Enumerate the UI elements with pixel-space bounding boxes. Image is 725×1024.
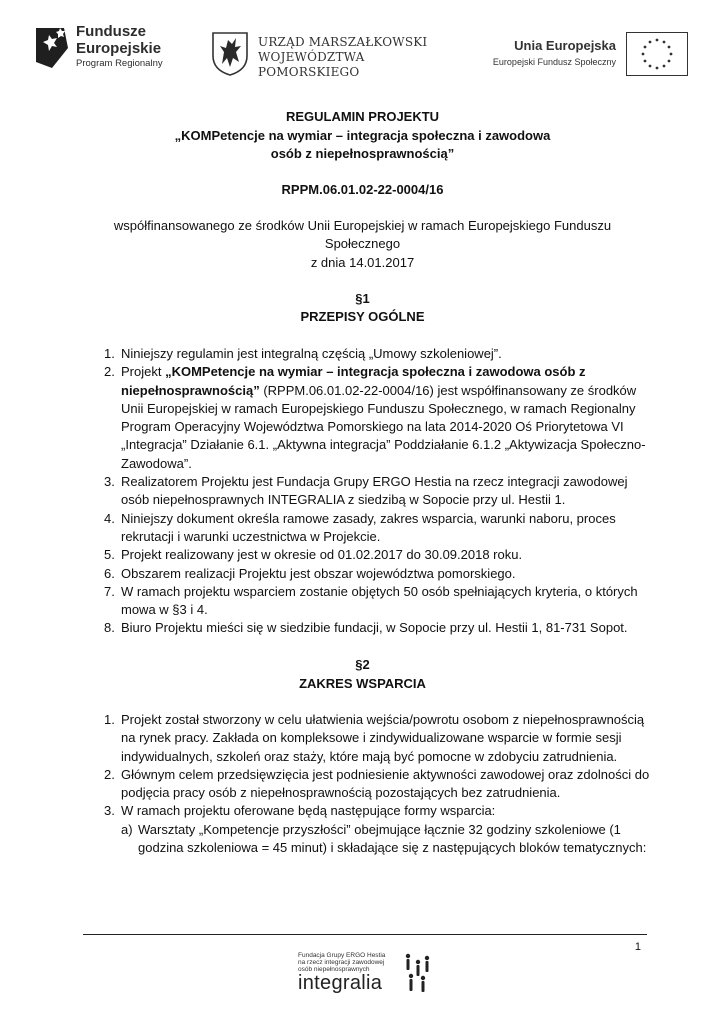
document-title: REGULAMIN PROJEKTU [285,109,440,124]
section1-number: §1 [355,291,370,306]
integralia-caption-line2: na rzecz integracji zawodowej [298,959,385,966]
section2-sublist [121,821,659,858]
list-item: 4. Niniejszy dokument określa ramowe zasady, zakres wsparcia, warunki naboru, proces rekrutacji i warunki uczestnictwa w Projekcie. [104,510,616,544]
project-name-inline: „KOMPetencje na wymiar – integracja społeczna i zawodowa osób z niepełnosprawnością” [121,364,586,398]
integralia-caption-line3: osób niepełnosprawnych [298,966,370,973]
fundusze-europejskie-logo [34,22,184,82]
ue-logo-line2: Europejski Fundusz Społeczny [492,57,616,67]
section2-number: §2 [355,657,370,672]
list-item: 8. Biuro Projektu mieści się w siedzibie fundacji, w Sopocie przy ul. Hestii 1, 81-731 Sopot. [104,620,628,636]
page-number: 1 [634,941,641,953]
project-code: RPPM.06.01.02-22-0004/16 [281,182,444,197]
project-name-line2: osób z niepełnosprawnością” [270,146,455,161]
ue-logo-line1: Unia Europejska [514,38,616,53]
list-item: 5. Projekt realizowany jest w okresie od 01.02.2017 do 30.09.2018 roku. [104,547,523,563]
list-item: 2. Głównym celem przedsięwzięcia jest podniesienie aktywności zawodowej oraz zdolności do podjęcia pracy osób z niepełnosprawnością pozostających bez zatrudnienia. [104,766,650,801]
eu-flag-icon [626,32,688,76]
umwp-logo-line2: WOJEWÓDZTWA POMORSKIEGO [258,50,365,79]
section2-list [104,711,659,857]
sub-list-item: a) Warsztaty „Kompetencje przyszłości” obejmujące łącznie 32 godziny szkoleniowe (1 godzina szkoleniowa = 45 minut) i składające się z następujących bloków tematycznych: [121,821,647,856]
griffin-crest-icon [210,30,250,76]
fe-logo-line1: Fundusze [76,23,146,40]
document-date: z dnia 14.01.2017 [310,255,415,270]
section1-list [104,345,659,638]
cofinance-line1: współfinansowanego ze środków Unii Europejskiej w ramach Europejskiego Funduszu [113,218,612,233]
people-figures-icon [402,952,432,994]
unia-europejska-logo [480,30,692,80]
list-item: 7. W ramach projektu wsparciem zostanie objętych 50 osób spełniających kryteria, o których mowa w §3 i 4. [104,583,638,618]
section2-heading: ZAKRES WSPARCIA [299,676,426,691]
fe-star-icon [34,22,70,70]
footer-divider [83,934,647,935]
fe-logo-line3: Program Regionalny [76,58,163,69]
cofinance-line2: Społecznego [324,236,401,251]
list-item: 3. W ramach projektu oferowane będą następujące formy wsparcia: a) Warsztaty „Kompetencje przyszłości” obejmujące łącznie 32 godziny szkoleniowe (1 godzina szkoleniowa = 45 minut) i składające się z następujących bloków tematycznych: [104,802,659,857]
umwp-logo-line1: URZĄD MARSZAŁKOWSKI [258,35,428,49]
integralia-logo [298,950,438,1000]
fe-logo-line2: Europejskie [76,40,162,57]
section1-heading: PRZEPISY OGÓLNE [300,309,425,324]
list-item: 6. Obszarem realizacji Projektu jest obszar województwa pomorskiego. [104,565,516,581]
list-item: 2. Projekt „KOMPetencje na wymiar – integracja społeczna i zawodowa osób z niepełnosprawnością” (RPPM.06.01.02-22-0004/16) jest współfinansowany ze środków Unii Europejskiej w ramach Europejskiego Funduszu Społecznego, w ramach Regionalny Program Operacyjny Województwa Pomorskiego na lata 2014-2020 Oś Priorytetowa VI „Integracja” Działanie 6.1. „Aktywna integracja” Poddziałanie 6.1.2 „Aktywizacja Społeczno- Zawodowa”. [104,364,646,471]
list-item: 1. Niniejszy regulamin jest integralną częścią „Umowy szkoleniowej”. [104,346,502,361]
integralia-wordmark: integralia [298,972,383,994]
integralia-caption-line1: Fundacja Grupy ERGO Hestia [298,952,386,959]
project-name-line1: „KOMPetencje na wymiar – integracja społeczna i zawodowa [174,128,551,143]
urzad-marszalkowski-logo [210,30,455,80]
list-item: 1. Projekt został stworzony w celu ułatwienia wejścia/powrotu osobom z niepełnosprawnością na rynek pracy. Zakłada on kompleksowe i zindywidualizowane wsparcie w formie sesji indywidualnych, szkoleń oraz staży, które mają być pomocne w zdobyciu zatrudnienia. [104,712,645,764]
list-item: 3. Realizatorem Projektu jest Fundacja Grupy ERGO Hestia na rzecz integracji zawodowej osób niepełnosprawnych INTEGRALIA z siedzibą w Sopocie przy ul. Hestii 1. [104,474,628,508]
